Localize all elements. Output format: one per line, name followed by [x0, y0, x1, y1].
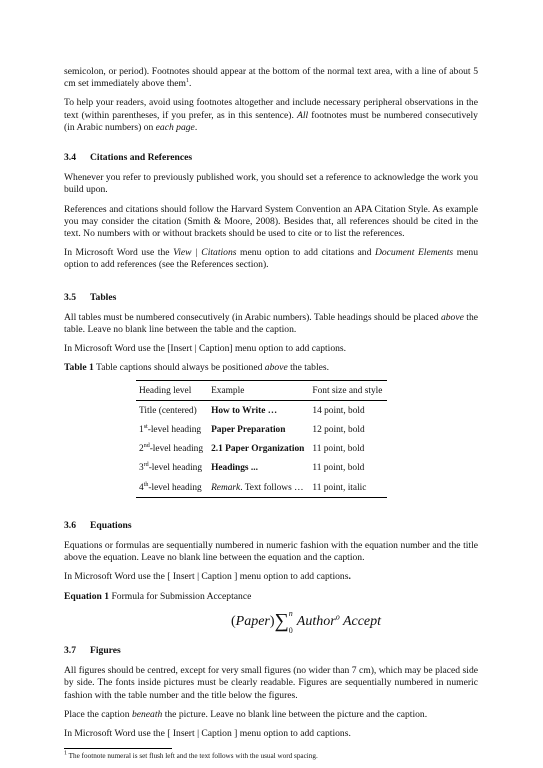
footnote-ref[interactable]: 1	[186, 78, 190, 85]
table-cell: 11 point, bold	[312, 463, 365, 474]
table-cell: Paper Preparation	[211, 425, 286, 436]
s37-paragraph-1: All figures should be centred, except for very small figures (no wider than 7 cm), which may be placed side by side. The fonts inside pictures must be clearly readable. Figures are sequentially numbered in numeric fashion with the table number and the title below the figures.	[64, 665, 478, 701]
table-cell: Title (centered)	[139, 405, 197, 416]
intro-paragraph-1: semicolon, or period). Footnotes should appear at the bottom of the normal text area, with a line of about 5 cm set immediately above them$^1$.	[64, 66, 478, 90]
table-cell: 2.1 Paper Organization	[211, 444, 305, 455]
section-heading-3-4: 3.4 Citations and References	[64, 152, 193, 164]
table-row	[136, 458, 387, 477]
table-row	[136, 420, 387, 439]
table-row	[136, 400, 387, 420]
s37-paragraph-3: In Microsoft Word use the [ Insert | Caption ] menu option to add captions.	[64, 727, 351, 739]
s35-paragraph-2: In Microsoft Word use the [Insert | Caption] menu option to add captions.	[64, 343, 347, 355]
column-header: Font size and style	[312, 385, 383, 396]
table-cell: How to Write …	[211, 405, 278, 416]
table-cell: 11 point, bold	[312, 444, 365, 455]
section-heading-3-6: 3.6 Equations	[64, 519, 132, 531]
table-caption: Table 1 Table captions should always be positioned above the tables.	[64, 362, 330, 374]
table-cell: Headings ...	[211, 463, 258, 474]
table-cell: 4th-level heading	[139, 481, 202, 493]
s37-paragraph-2: Place the caption beneath the picture. Leave no blank line between the picture and the caption.	[64, 708, 428, 720]
equation-caption: Equation 1 Formula for Submission Acceptance	[64, 590, 252, 602]
s35-paragraph-1: All tables must be numbered consecutively (in Arabic numbers). Table headings should be placed above the table. Leave no blank line between the table and the caption.	[64, 311, 478, 336]
s34-paragraph-3: In Microsoft Word use the View | Citations menu option to add citations and Document Elements menu option to add references (see the References section).	[64, 247, 479, 271]
section-heading-3-7: 3.7 Figures	[64, 644, 121, 656]
table-cell: 1st-level heading	[139, 423, 202, 436]
table-cell: 2nd-level heading	[139, 443, 204, 455]
footnote-separator	[64, 748, 172, 749]
table-row	[136, 439, 387, 458]
table-cell: Remark. Text follows …	[211, 482, 304, 493]
document-page	[64, 66, 478, 761]
section-heading-3-5: 3.5 Tables	[64, 291, 117, 303]
equation-formula: (Paper)∑ n 0 Author$^o$ Accept	[230, 608, 382, 635]
intro-paragraph-2: To help your readers, avoid using footnotes altogether and include necessary peripheral observations in the text (within parentheses, if you prefer, as in this sentence). All footnotes must be numbered consecutively (in Arabic numbers) on each page.	[64, 97, 478, 133]
table-cell: 3rd-level heading	[139, 462, 203, 474]
table-cell: 11 point, italic	[312, 482, 367, 493]
s36-paragraph-1: Equations or formulas are sequentially numbered in numeric fashion with the equation number and the title above the equation. Leave no blank line between the equation and the caption.	[64, 540, 478, 564]
s36-paragraph-2: In Microsoft Word use the [ Insert | Caption ] menu option to add captions.	[64, 571, 351, 583]
table-cell: 14 point, bold	[312, 405, 365, 416]
table-row	[136, 478, 387, 498]
s34-paragraph-1: Whenever you refer to previously published work, you should set a reference to acknowledge the work you build upon.	[64, 172, 478, 196]
s34-paragraph-2: References and citations should follow the Harvard System Convention an APA Citation Style. As example you may consider the citation (Smith & Moore, 2008). Besides that, all references should be cited in the text. No numbers with or without brackets should be used to cite or to list the references.	[64, 203, 478, 240]
column-header: Heading level	[139, 385, 192, 396]
column-header: Example	[211, 385, 245, 396]
footnote: $^1$ The footnote numeral is set flush left and the text follows with the usual word spacing.	[64, 750, 318, 761]
table-header-row	[136, 380, 387, 400]
heading-levels-table	[136, 380, 387, 498]
table-cell: 12 point, bold	[312, 425, 365, 436]
